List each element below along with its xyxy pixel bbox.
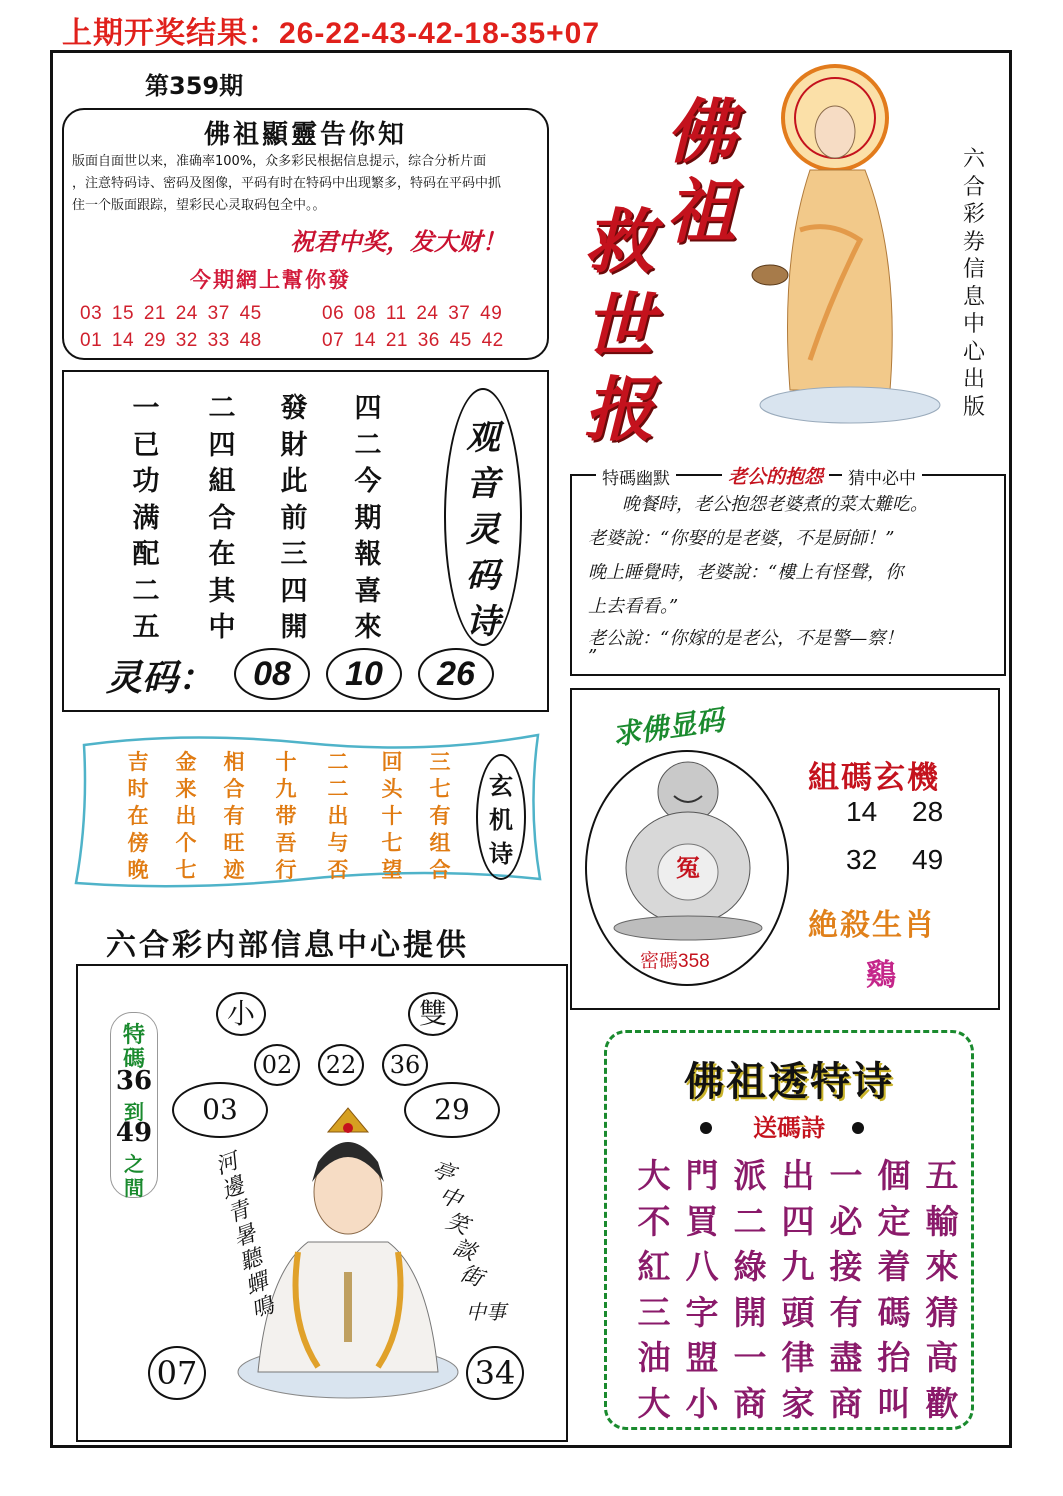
left-verse-char: 聽: [236, 1245, 266, 1277]
title-char-shi: 世: [584, 284, 654, 367]
xuanji-char: 旺: [223, 830, 245, 855]
send-poem-char: 盡: [829, 1338, 863, 1377]
laughing-buddha-image: [604, 752, 772, 942]
guanyin-char: 观: [466, 418, 500, 458]
poem-char: 功: [132, 466, 160, 497]
publisher-char: 心: [962, 339, 985, 365]
title-char-jiu: 救: [584, 200, 654, 283]
send-poem-char: 抬: [877, 1338, 911, 1377]
send-poem-char: 開: [733, 1292, 767, 1332]
publisher-char: 合: [962, 174, 985, 200]
xuanji-label-char: 玄: [489, 771, 513, 800]
title-char-bao: 报: [584, 368, 654, 451]
send-poem-char: 出: [781, 1156, 815, 1195]
publisher-char: 出: [962, 367, 985, 392]
tema-between: 之: [124, 1152, 144, 1176]
kill-zodiac-value: 鷄: [866, 958, 896, 993]
xuanji-char: 有: [223, 803, 245, 828]
send-poem-char: 四: [781, 1201, 815, 1241]
guanyin-char: 灵: [466, 510, 500, 550]
joke-head: 特碼幽默: [596, 464, 676, 489]
tema-between: 間: [124, 1176, 144, 1200]
tema-range-to: 49: [115, 1118, 153, 1148]
send-poem-char: 綠: [733, 1247, 767, 1286]
poem-char: 在: [208, 539, 236, 570]
xuanji-char: 行: [275, 857, 297, 882]
title-char-zu: 祖: [666, 170, 736, 253]
publisher-char: 中: [962, 312, 985, 337]
send-poem-char: 來: [925, 1247, 959, 1286]
publisher-char: 券: [962, 229, 985, 255]
poem-char: 報: [354, 539, 382, 570]
xuanji-char: 出: [327, 803, 349, 828]
joke-line: ”: [588, 646, 598, 667]
send-poem-char: 歡: [925, 1383, 959, 1423]
group-code: 32: [846, 844, 878, 875]
poem-char: 二: [354, 429, 382, 461]
guanyin-char: 码: [466, 556, 500, 596]
send-poem-char: 盟: [685, 1338, 719, 1377]
publisher-char: 版: [962, 394, 985, 420]
send-poem-char: 高: [925, 1338, 959, 1377]
send-poem-char: 大: [637, 1383, 671, 1423]
buddha-figure-image: [740, 60, 950, 430]
seek-buddha-title: 求佛显码: [610, 703, 726, 752]
number-oval: 22: [318, 1044, 364, 1086]
poem-char: 二: [208, 393, 236, 424]
xuanji-label-char: 机: [489, 805, 513, 834]
poem-char: 中: [208, 612, 236, 643]
send-poem-char: 律: [781, 1338, 815, 1377]
right-verse-char: 談: [449, 1235, 479, 1267]
left-verse-char: 邊: [218, 1173, 248, 1205]
buddha-badge: 冤: [676, 853, 700, 882]
issue-number: 第359期: [145, 72, 244, 100]
poem-char: 財: [280, 429, 308, 461]
guanyin-char: 音: [466, 464, 500, 504]
poem-char: 四: [354, 393, 382, 424]
xuanji-char: 吉: [127, 749, 149, 774]
group-code: 49: [912, 844, 944, 875]
number-row: 06 08 11 24 37 49: [322, 303, 503, 324]
left-verse-char: 鳴: [248, 1293, 278, 1325]
left-verse-char: 青: [224, 1197, 254, 1229]
send-poem-char: 一: [829, 1156, 863, 1195]
send-poem-char: 頭: [781, 1292, 815, 1332]
xuanji-char: 在: [127, 803, 149, 828]
kill-zodiac-title: 絶殺生肖: [808, 908, 936, 943]
send-poem-char: 着: [877, 1247, 911, 1286]
xuanji-char: 十: [275, 749, 297, 774]
number-row: 07 14 21 36 45 42: [322, 330, 504, 351]
poem-char: 來: [354, 612, 382, 643]
xuanji-char: 带: [275, 803, 297, 828]
right-verse-char: 中: [435, 1183, 465, 1215]
xuanji-char: 来: [175, 776, 197, 801]
publisher-char: 信: [962, 257, 985, 282]
xuanji-char: 回: [381, 749, 403, 774]
tema-label: 特: [122, 1022, 145, 1048]
guanyin-figure-image: [228, 1102, 468, 1402]
notice-line: ，注意特码诗、密码及图像，平码有时在特码中出现繁多，特码在平码中抓: [72, 176, 502, 191]
poem-char: 二: [132, 575, 160, 607]
side-number-oval: 03: [172, 1082, 268, 1138]
corner-number-oval: 07: [148, 1346, 206, 1400]
provider-line: 六合彩内部信息中心提供: [106, 928, 469, 963]
send-poem-subtitle: 送碼詩: [753, 1113, 825, 1142]
group-code: 14: [846, 796, 878, 827]
left-verse-char: 蟬: [242, 1269, 272, 1301]
joke-line: 晚上睡覺時，老婆說：“樓上有怪聲，你: [588, 562, 904, 583]
send-poem-char: 派: [733, 1156, 767, 1195]
group-code-title: 組碼玄機: [808, 760, 940, 796]
send-poem-char: 不: [637, 1201, 671, 1241]
poem-char: 五: [132, 612, 160, 643]
today-help-title: 今期網上幫你發: [190, 267, 351, 292]
joke-line: 晚餐時，老公抱怨老婆煮的菜太難吃。: [622, 494, 928, 515]
xuanji-char: 晚: [127, 857, 149, 882]
poem-char: 配: [132, 539, 160, 570]
poem-char: 開: [280, 612, 308, 643]
poem-char: 满: [132, 502, 160, 534]
xuanji-char: 望: [381, 857, 403, 882]
xuanji-char: 吾: [275, 830, 297, 855]
ling-code-label: 灵码：: [106, 657, 215, 699]
send-poem-char: 個: [877, 1156, 911, 1195]
number-oval: 02: [254, 1044, 300, 1086]
right-verse-char: 街: [456, 1261, 486, 1293]
poem-char: 四: [208, 429, 236, 461]
right-verse-char: 亭: [428, 1157, 458, 1189]
xuanji-char: 三: [429, 749, 451, 774]
title-char-fo: 佛: [666, 90, 736, 173]
xuanji-label-char: 诗: [489, 839, 513, 868]
xuanji-char: 十: [381, 803, 403, 828]
send-poem-char: 有: [829, 1292, 863, 1332]
send-poem-title: 佛祖透特诗: [684, 1058, 894, 1105]
send-poem-char: 八: [685, 1247, 719, 1286]
xuanji-char: 七: [381, 830, 403, 855]
poem-char: 期: [354, 502, 382, 534]
xuanji-char: 金: [175, 749, 197, 774]
right-verse-tail: 中事: [466, 1300, 506, 1324]
send-poem-char: 一: [733, 1338, 767, 1377]
xuanji-char: 组: [429, 830, 451, 855]
send-poem-char: 碼: [877, 1292, 911, 1332]
poem-char: 前: [280, 502, 308, 534]
tema-label: 碼: [122, 1046, 145, 1072]
send-poem-char: 接: [829, 1247, 863, 1286]
ling-code: 10: [326, 648, 402, 700]
poem-char: 四: [280, 575, 308, 607]
poem-char: 組: [208, 466, 236, 497]
send-poem-char: 叫: [877, 1383, 911, 1423]
xuanji-char: 否: [327, 857, 349, 882]
secret-code: 密碼358: [640, 951, 710, 972]
xuanji-char: 与: [327, 830, 349, 855]
send-poem-char: 商: [829, 1383, 863, 1423]
send-poem-char: 家: [781, 1383, 815, 1423]
publisher-char: 息: [962, 284, 985, 310]
send-poem-char: 買: [685, 1201, 719, 1241]
publisher-char: 彩: [962, 202, 985, 227]
xuanji-char: 合: [429, 857, 451, 882]
ling-code: 08: [234, 648, 310, 700]
number-row: 01 14 29 32 33 48: [80, 330, 262, 351]
xuanji-char: 七: [429, 776, 451, 801]
joke-line: 老婆說：“你娶的是老婆，不是厨師！”: [588, 528, 895, 549]
xuanji-char: 个: [175, 830, 197, 855]
joke-line: 上去看看。”: [588, 596, 679, 617]
send-poem-char: 三: [637, 1292, 671, 1332]
number-row: 03 15 21 24 37 45: [80, 303, 262, 324]
xuanji-char: 出: [175, 803, 197, 828]
xuanji-char: 二: [327, 749, 349, 774]
send-poem-char: 字: [685, 1292, 719, 1332]
poem-char: 發: [280, 393, 308, 424]
number-oval: 36: [382, 1044, 428, 1086]
send-poem-char: 必: [829, 1201, 863, 1241]
notice-line: 版面自面世以来，准确率100%，众多彩民根据信息提示，综合分析片面: [72, 154, 487, 169]
poem-char: 今: [354, 466, 382, 497]
send-poem-char: 五: [925, 1156, 959, 1195]
ling-code: 26: [418, 648, 494, 700]
tema-to: 到: [124, 1100, 144, 1124]
joke-right-label: 猜中必中: [842, 464, 922, 489]
xuanji-char: 二: [327, 776, 349, 801]
xuanji-char: 傍: [127, 830, 149, 855]
last-draw-result: 上期开奖结果：26-22-43-42-18-35+07: [62, 17, 601, 50]
xuanji-char: 有: [429, 803, 451, 828]
xuanji-char: 头: [381, 776, 403, 801]
send-poem-char: 定: [877, 1201, 911, 1241]
notice-line: 住一个版面跟踪，望彩民心灵取码包全中。。: [72, 198, 326, 213]
send-poem-char: 二: [733, 1201, 767, 1241]
small-oval: 小: [216, 992, 266, 1036]
corner-number-oval: 34: [466, 1346, 524, 1400]
send-poem-char: 商: [733, 1383, 767, 1423]
xuanji-char: 相: [223, 749, 245, 774]
left-verse-char: 河: [212, 1149, 242, 1181]
side-number-oval: 29: [404, 1082, 500, 1138]
double-oval: 雙: [408, 992, 458, 1036]
wish-text: 祝君中奖，发大财！: [290, 227, 506, 256]
publisher-char: 六: [962, 147, 985, 172]
poem-char: 三: [280, 539, 308, 570]
poem-char: 已: [132, 429, 160, 461]
group-code: 28: [912, 796, 944, 827]
joke-title: 老公的抱怨: [722, 462, 829, 489]
guanyin-char: 诗: [466, 602, 500, 642]
left-verse-char: 暑: [230, 1221, 260, 1253]
xuanji-char: 七: [175, 857, 197, 882]
poem-char: 一: [132, 393, 160, 424]
tema-range-from: 36: [115, 1066, 153, 1096]
send-poem-char: 小: [685, 1383, 719, 1423]
xuanji-char: 迹: [223, 857, 245, 882]
send-poem-char: 油: [637, 1338, 671, 1377]
send-poem-char: 輸: [925, 1201, 959, 1241]
poem-char: 此: [280, 466, 308, 497]
notice-title: 佛祖顯靈告你知: [203, 120, 407, 150]
send-poem-char: 大: [637, 1156, 671, 1195]
send-poem-char: 紅: [637, 1247, 671, 1286]
poem-char: 喜: [354, 575, 382, 607]
send-poem-char: 門: [685, 1156, 719, 1195]
joke-line: 老公說：“你嫁的是老公，不是警—察！: [588, 628, 904, 649]
xuanji-char: 九: [275, 776, 297, 801]
send-poem-char: 九: [781, 1247, 815, 1286]
poem-char: 其: [208, 575, 236, 607]
xuanji-char: 合: [223, 776, 245, 801]
send-poem-char: 猜: [925, 1292, 959, 1332]
poem-char: 合: [208, 502, 236, 534]
right-verse-char: 笑: [442, 1209, 472, 1241]
xuanji-char: 时: [127, 776, 149, 801]
